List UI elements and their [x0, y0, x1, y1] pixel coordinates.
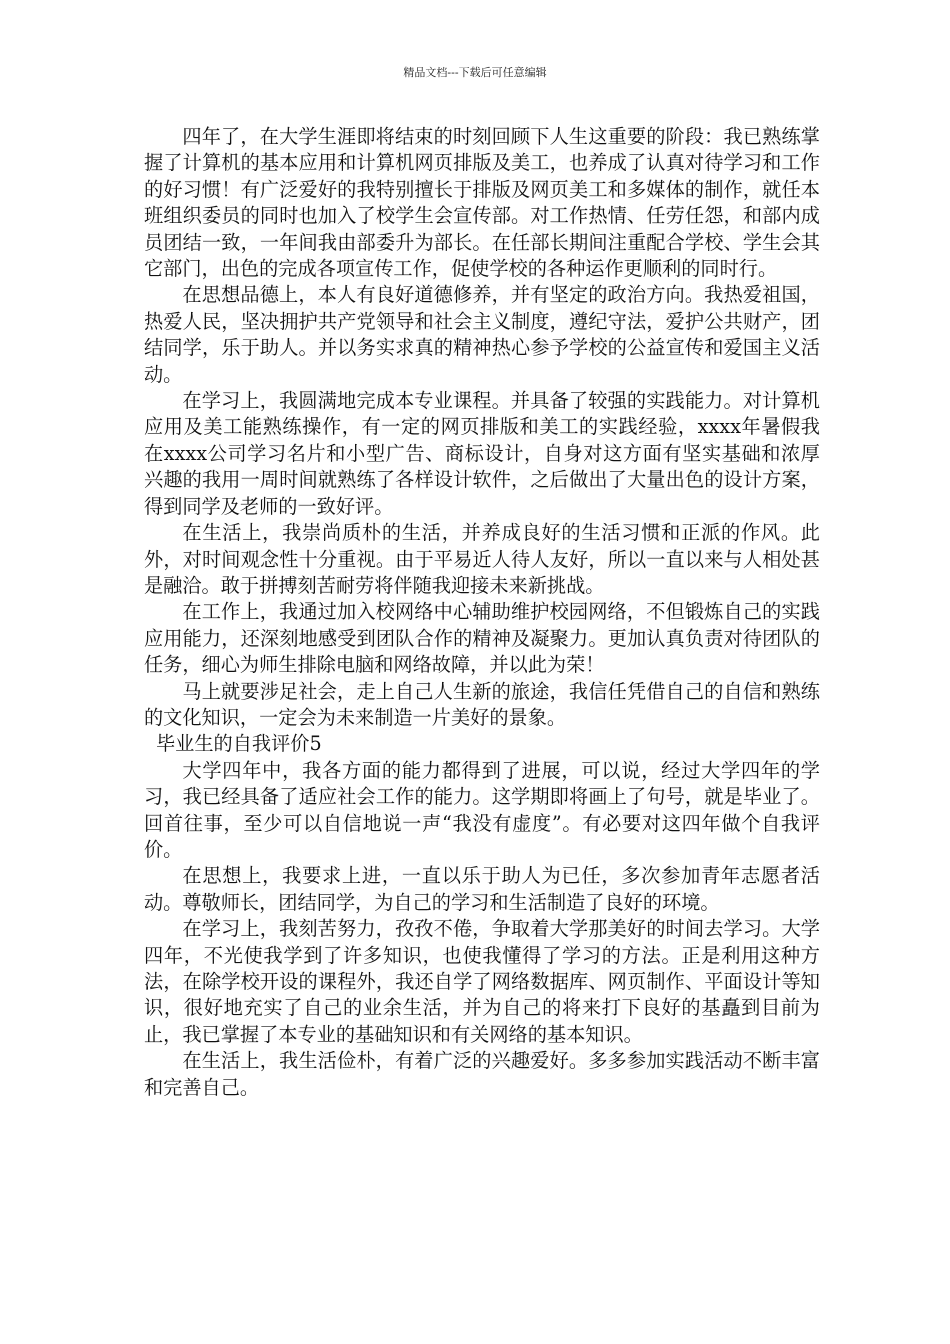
page-header: 精品文档---下载后可任意编辑: [403, 66, 547, 79]
paragraph: 大学四年中，我各方面的能力都得到了进展，可以说，经过大学四年的学习，我已经具备了适应社会工作的能力。这学期即将画上了句号，就是毕业了。回首往事，至少可以自信地说一声“我没有虚度”。有必要对这四年做个自我评价。: [144, 758, 820, 861]
paragraph: 在思想上，我要求上进，一直以乐于助人为已任，多次参加青年志愿者活动。尊敬师长，团结同学，为自己的学习和生活制造了良好的环境。: [144, 864, 820, 914]
paragraph: 在生活上，我生活俭朴，有着广泛的兴趣爱好。多多参加实践活动不断丰富和完善自己。: [144, 1049, 820, 1099]
paragraph: 在学习上，我圆满地完成本专业课程。并具备了较强的实践能力。对计算机应用及美工能熟练操作，有一定的网页排版和美工的实践经验，xxxx年暑假我在xxxx公司学习名片和小型广告、商标设计，自身对这方面有坚实基础和浓厚兴趣的我用一周时间就熟练了各样设计软件，之后做出了大量出色的设计方案，得到同学及老师的一致好评。: [144, 389, 820, 518]
document-body: [144, 124, 820, 1101]
paragraph: 在生活上，我崇尚质朴的生活，并养成良好的生活习惯和正派的作风。此外，对时间观念性十分重视。由于平易近人待人友好，所以一直以来与人相处甚是融洽。敢于拼搏刻苦耐劳将伴随我迎接未来新挑战。: [144, 521, 820, 597]
paragraph: 马上就要涉足社会，走上自己人生新的旅途，我信任凭借自己的自信和熟练的文化知识，一定会为未来制造一片美好的景象。: [144, 679, 820, 729]
paragraph: 在工作上，我通过加入校网络中心辅助维护校园网络，不但锻炼自己的实践应用能力，还深刻地感受到团队合作的精神及凝聚力。更加认真负责对待团队的任务，细心为师生排除电脑和网络故障，并以此为荣！: [144, 600, 820, 677]
paragraph: 四年了，在大学生涯即将结束的时刻回顾下人生这重要的阶段：我已熟练掌握了计算机的基本应用和计算机网页排版及美工，也养成了认真对待学习和工作的好习惯！有广泛爱好的我特别擅长于排版及网页美工和多媒体的制作，就任本班组织委员的同时也加入了校学生会宣传部。对工作热情、任劳任怨，和部内成员团结一致，一年间我由部委升为部长。在任部长期间注重配合学校、学生会其它部门，出色的完成各项宣传工作，促使学校的各种运作更顺利的同时行。: [144, 125, 820, 281]
paragraph: 在思想品德上，本人有良好道德修养，并有坚定的政治方向。我热爱祖国，热爱人民，坚决拥护共产党领导和社会主义制度，遵纪守法，爱护公共财产，团结同学，乐于助人。并以务实求真的精神热心参予学校的公益宣传和爱国主义活动。: [144, 283, 820, 386]
section-heading: 毕业生的自我评价5: [156, 732, 322, 756]
paragraph: 在学习上，我刻苦努力，孜孜不倦，争取着大学那美好的时间去学习。大学四年，不光使我学到了许多知识，也使我懂得了学习的方法。正是利用这种方法，在除学校开设的课程外，我还自学了网络数据库、网页制作、平面设计等知识，很好地充实了自己的业余生活，并为自己的将来打下良好的基矗到目前为止，我已掌握了本专业的基础知识和有关网络的基本知识。: [144, 917, 820, 1046]
